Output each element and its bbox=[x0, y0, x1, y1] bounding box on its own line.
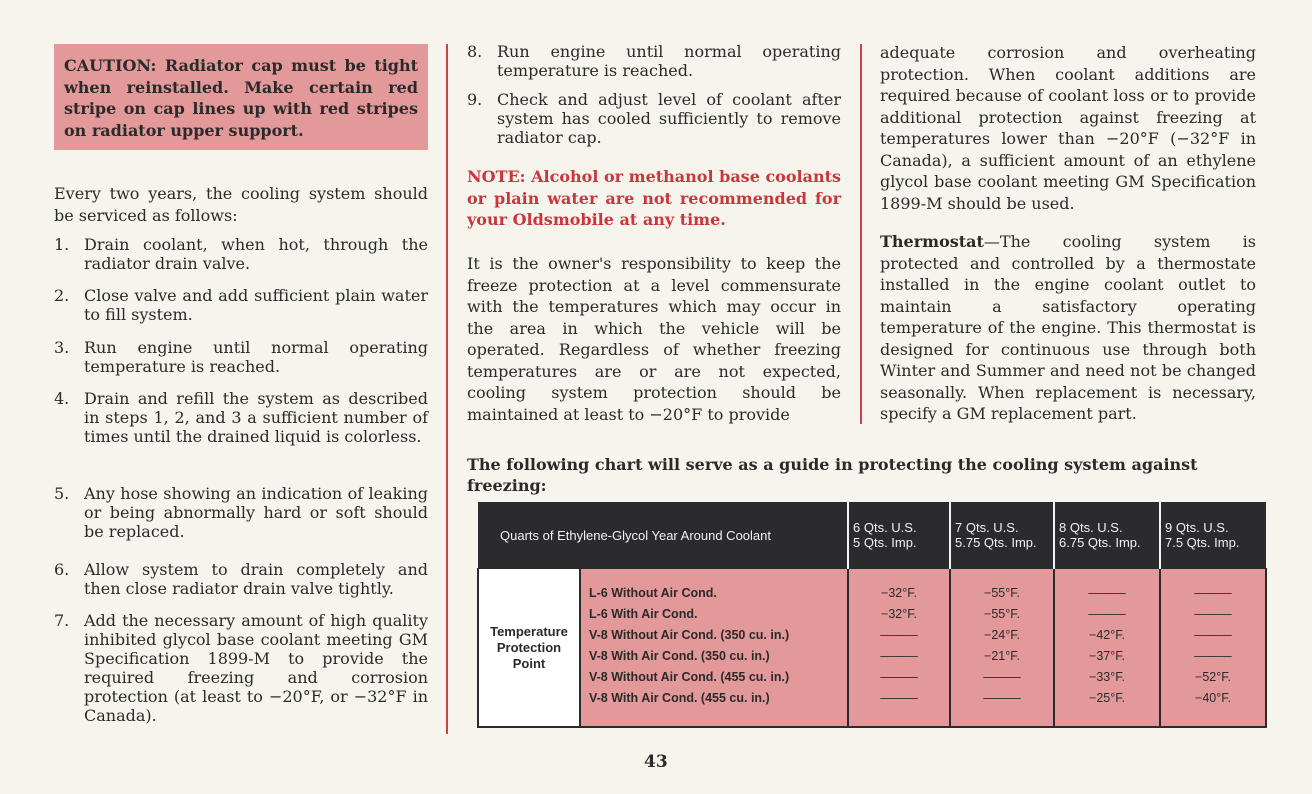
coolant-protection-text: adequate corrosion and overheating protection. When coolant additions are required because of coolant loss or to provide additional protection against freezing at temperatures lower than −20°F (−32°F in Canada), a sufficient amount of an ethylene glycol base coolant meeting GM Specification 1899-M should be used. bbox=[880, 43, 1256, 213]
temperature-value: −25°F. bbox=[1089, 691, 1125, 705]
step-number: 8. bbox=[467, 42, 483, 61]
model-label: L-6 With Air Cond. bbox=[589, 607, 698, 621]
freeze-protection-chart bbox=[477, 502, 1267, 728]
chart-title: Quarts of Ethylene-Glycol Year Around Coolant bbox=[478, 502, 848, 569]
temperature-value: ——— bbox=[1194, 586, 1232, 600]
chart-body-row bbox=[478, 569, 1266, 728]
caution-box: CAUTION: Radiator cap must be tight when reinstalled. Make certain red stripe on cap lines up with red stripes on radiator upper support. bbox=[54, 44, 428, 150]
step-text: Any hose showing an indication of leaking or being abnormally hard or soft should be replaced. bbox=[84, 484, 428, 541]
column-header bbox=[1054, 502, 1160, 569]
step-item bbox=[54, 338, 428, 376]
step-item bbox=[54, 286, 428, 324]
temperature-value: ——— bbox=[1088, 586, 1126, 600]
column-header-imp: 5.75 Qts. Imp. bbox=[955, 535, 1037, 550]
step-item bbox=[467, 90, 841, 147]
column-header bbox=[950, 502, 1054, 569]
step-item bbox=[54, 484, 428, 541]
temperature-value: −33°F. bbox=[1089, 670, 1125, 684]
step-text: Allow system to drain completely and then close radiator drain valve tightly. bbox=[84, 560, 428, 598]
temperature-value: ——— bbox=[880, 670, 918, 684]
step-number: 2. bbox=[54, 286, 70, 305]
column-divider bbox=[860, 44, 862, 424]
chart-intro: The following chart will serve as a guide in protecting the cooling system against freezing: bbox=[467, 455, 1198, 495]
temperature-value: −40°F. bbox=[1195, 691, 1231, 705]
row-header: Temperature Protection Point bbox=[478, 569, 580, 728]
column-header-imp: 6.75 Qts. Imp. bbox=[1059, 535, 1141, 550]
step-item bbox=[54, 389, 428, 446]
step-text: Run engine until normal operating temperature is reached. bbox=[84, 338, 428, 376]
temperature-value: ——— bbox=[983, 691, 1021, 705]
step-number: 6. bbox=[54, 560, 70, 579]
temperature-value: −52°F. bbox=[1195, 670, 1231, 684]
temperature-value: −42°F. bbox=[1089, 628, 1125, 642]
model-label: V-8 Without Air Cond. (350 cu. in.) bbox=[589, 628, 790, 642]
temperature-value: ——— bbox=[880, 691, 918, 705]
note-text: NOTE: Alcohol or methanol base coolants or plain water are not recommended for your Oldsmobile at any time. bbox=[467, 167, 841, 229]
value-column bbox=[950, 569, 1054, 728]
intro-text: Every two years, the cooling system should be serviced as follows: bbox=[54, 184, 428, 225]
step-item bbox=[54, 611, 428, 725]
column-header-us: 6 Qts. U.S. bbox=[853, 520, 917, 535]
temperature-value: −32°F. bbox=[881, 607, 917, 621]
step-item bbox=[54, 235, 428, 273]
value-column bbox=[1054, 569, 1160, 728]
column-header-imp: 5 Qts. Imp. bbox=[853, 535, 917, 550]
column-header-us: 8 Qts. U.S. bbox=[1059, 520, 1123, 535]
temperature-value: −32°F. bbox=[881, 586, 917, 600]
column-header-us: 9 Qts. U.S. bbox=[1165, 520, 1229, 535]
step-item bbox=[467, 42, 841, 80]
temperature-value: ——— bbox=[1194, 607, 1232, 621]
temperature-value: ——— bbox=[1088, 607, 1126, 621]
step-text: Check and adjust level of coolant after system has cooled sufficiently to remove radiator cap. bbox=[497, 90, 841, 147]
model-label: V-8 With Air Cond. (455 cu. in.) bbox=[589, 691, 770, 705]
column-header-us: 7 Qts. U.S. bbox=[955, 520, 1019, 535]
column-divider bbox=[446, 44, 448, 734]
temperature-value: −55°F. bbox=[984, 607, 1020, 621]
step-number: 1. bbox=[54, 235, 70, 254]
temperature-value: −24°F. bbox=[984, 628, 1020, 642]
step-number: 7. bbox=[54, 611, 70, 630]
step-text: Close valve and add sufficient plain water to fill system. bbox=[84, 286, 428, 324]
thermostat-heading: Thermostat bbox=[880, 232, 984, 251]
thermostat-text: —The cooling system is protected and controlled by a thermostate installed in the engine coolant outlet to maintain a satisfactory operating temperature of the engine. This thermostat is designed for continuous use through both Winter and Summer and need not be changed seasonally. When replacement is necessary, specify a GM replacement part. bbox=[880, 232, 1256, 423]
step-text: Drain coolant, when hot, through the radiator drain valve. bbox=[84, 235, 428, 273]
column-header bbox=[848, 502, 950, 569]
step-text: Run engine until normal operating temperature is reached. bbox=[497, 42, 841, 80]
temperature-value: ——— bbox=[880, 649, 918, 663]
thermostat-paragraph bbox=[880, 231, 1256, 425]
model-list bbox=[580, 569, 848, 728]
owner-responsibility-text: It is the owner's responsibility to keep the freeze protection at a level commensurate with the temperatures which may occur in the area in which the vehicle will be operated. Regardless of whether freezing temperatures are or are not expected, cooling system protection should be maintained at least to −20°F to provide bbox=[467, 254, 841, 424]
temperature-value: −37°F. bbox=[1089, 649, 1125, 663]
temperature-value: ——— bbox=[983, 670, 1021, 684]
step-number: 4. bbox=[54, 389, 70, 408]
model-label: L-6 Without Air Cond. bbox=[589, 586, 717, 600]
step-number: 5. bbox=[54, 484, 70, 503]
temperature-value: ——— bbox=[880, 628, 918, 642]
model-label: V-8 With Air Cond. (350 cu. in.) bbox=[589, 649, 770, 663]
temperature-value: ——— bbox=[1194, 649, 1232, 663]
step-text: Add the necessary amount of high quality inhibited glycol base coolant meeting GM Specification 1899-M to provide the required freezing and corrosion protection (at least to −20°F, or −32°F in Canada). bbox=[84, 611, 428, 725]
column-header bbox=[1160, 502, 1266, 569]
step-text: Drain and refill the system as described in steps 1, 2, and 3 a sufficient number of times until the drained liquid is colorless. bbox=[84, 389, 428, 446]
column-header-imp: 7.5 Qts. Imp. bbox=[1165, 535, 1240, 550]
step-item bbox=[54, 560, 428, 598]
chart-header-row bbox=[478, 502, 1266, 569]
value-column bbox=[848, 569, 950, 728]
model-label: V-8 Without Air Cond. (455 cu. in.) bbox=[589, 670, 790, 684]
temperature-value: −21°F. bbox=[984, 649, 1020, 663]
page-number: 43 bbox=[644, 752, 668, 772]
step-number: 3. bbox=[54, 338, 70, 357]
temperature-value: ——— bbox=[1194, 628, 1232, 642]
value-column bbox=[1160, 569, 1266, 728]
temperature-value: −55°F. bbox=[984, 586, 1020, 600]
step-number: 9. bbox=[467, 90, 483, 109]
